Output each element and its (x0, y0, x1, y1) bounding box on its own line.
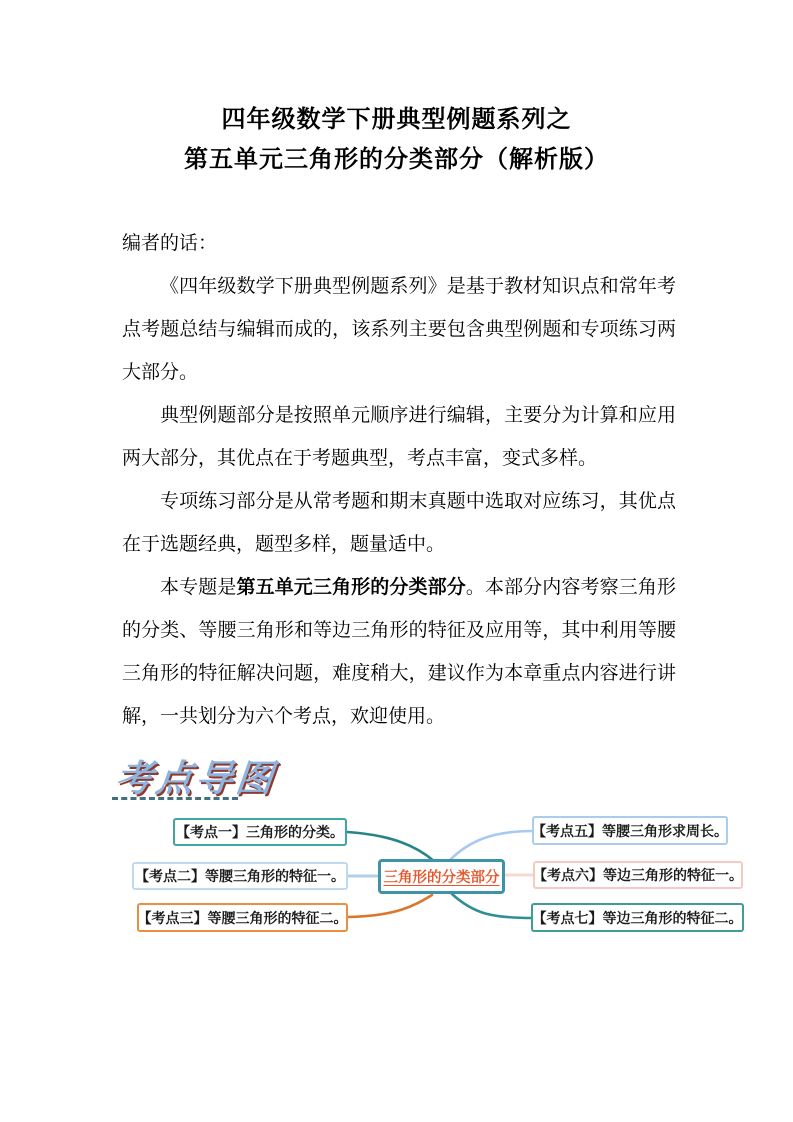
paragraph-segment-bold: 第五单元三角形的分类部分 (236, 577, 466, 598)
mindmap-heading: 考点导图 (113, 756, 278, 800)
connector-line (450, 831, 534, 860)
connector-line (452, 894, 533, 918)
mindmap-center-node: 三角形的分类部分 (378, 859, 505, 894)
paragraph-segment: 本专题是 (160, 577, 237, 598)
mindmap-node-kaodian3: 【考点三】等腰三角形的特征二。 (137, 903, 348, 932)
mindmap-node-kaodian5: 【考点五】等腰三角形求周长。 (532, 816, 728, 845)
body-paragraph: 《四年级数学下册典型例题系列》是基于教材知识点和常年考点考题总结与编辑而成的，该系列主要包含典型例题和专项练习两大部分。 (122, 276, 676, 383)
mindmap-node-kaodian7: 【考点七】等边三角形的特征二。 (531, 903, 744, 932)
connector-line (347, 832, 434, 861)
title-line-2: 第五单元三角形的分类部分（解析版） (184, 146, 609, 173)
body-paragraph: 专项练习部分是从常考题和期末真题中选取对应练习，其优点在于选题经典，题型多样，题量适中。 (122, 491, 676, 555)
heading-underline-decoration (112, 788, 238, 800)
body-paragraph: 典型例题部分是按照单元顺序进行编辑，主要分为计算和应用两大部分，其优点在于考题典型，考点丰富，变式多样。 (122, 405, 676, 469)
mindmap-node-kaodian1: 【考点一】三角形的分类。 (173, 818, 347, 846)
connector-line (348, 895, 432, 917)
mindmap-diagram (0, 810, 793, 955)
mindmap-node-kaodian6: 【考点六】等边三角形的特征一。 (533, 861, 743, 889)
document-title (0, 0, 793, 180)
editors-note-label: 编者的话： (122, 233, 218, 254)
paragraph-segment: 。本部分内容考察三角形的分类、等腰三角形和等边三角形的特征及应用等，其中利用等腰三角形的特征解决问题，难度稍大，建议作为本章重点内容进行讲解，一共划分为六个考点，欢迎使用。 (122, 577, 676, 727)
mindmap-node-kaodian2: 【考点二】等腰三角形的特征一。 (132, 862, 348, 890)
title-line-1: 四年级数学下册典型例题系列之 (221, 106, 572, 133)
body-paragraph (122, 566, 676, 738)
document-body (0, 222, 793, 738)
